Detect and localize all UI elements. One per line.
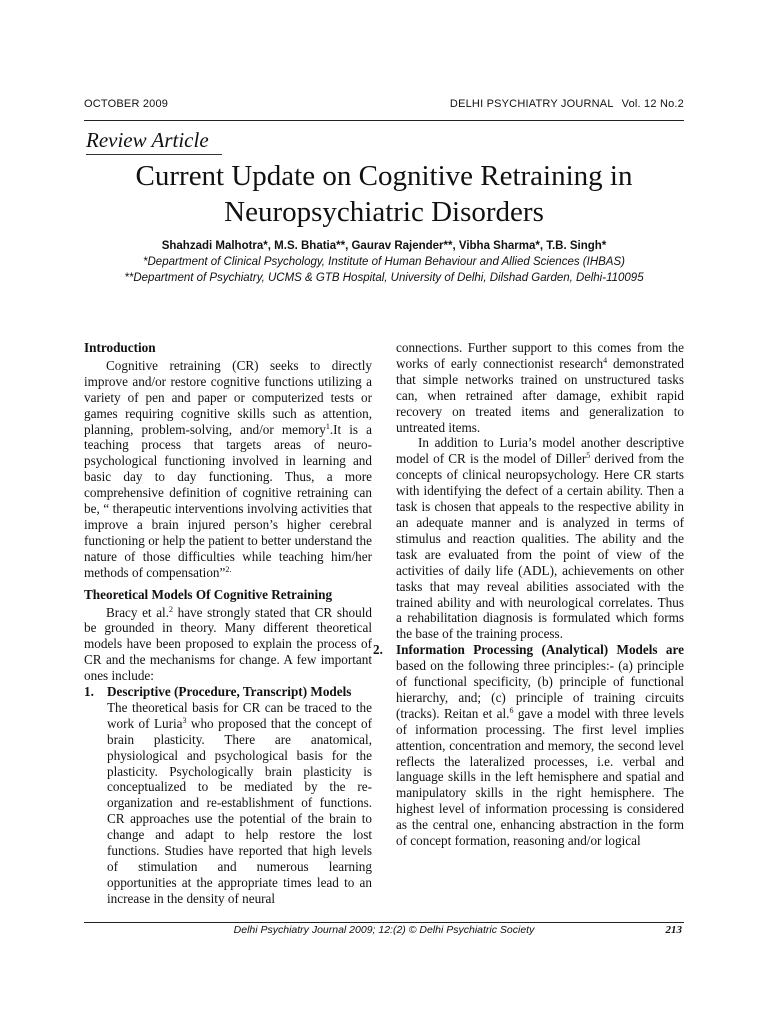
intro-text-a: Cognitive retraining (CR) seeks to directly improve and/or restore cognitive functions utilizing a variety of pen and paper or computerized tests or games requiring cognitive skills such as attention, planning, problem-solving, and/or memory: [84, 357, 372, 437]
list-item-1-heading: Descriptive (Procedure, Transcript) Models: [107, 684, 352, 700]
cont-text-b: demonstrated that simple networks trained on unstructured tasks can, when retrained after damage, exhibit rapid recovery on treated items and generalization to untreated items.: [396, 355, 684, 435]
citation-superscript: 2: [169, 604, 174, 614]
introduction-paragraph: [84, 358, 372, 581]
footer-citation: Delhi Psychiatry Journal 2009; 12:(2) © Delhi Psychiatric Society: [233, 924, 535, 936]
article-title: [84, 158, 684, 230]
item2-text-b: gave a model with three levels of information processing. The first level implies attention, concentration and memory, the second level reflects the lateralized processes, i.e. verbal and language skills in the left hemisphere and spatial and manipulatory skills in the right hemisphere. The highest level of information processing is considered as the central one, enhancing abstraction in the form of concept formation, reasoning and/or logical: [396, 705, 684, 849]
item2-text-a: based on the following three principles:- (a) principle of functional specificity, (b) principle of functional hierarchy, and; (c) principle of training circuits (tracks). Reitan et al.: [396, 658, 684, 721]
page-number: 213: [665, 924, 682, 936]
introduction-heading: Introduction: [84, 340, 156, 355]
diller-text-b: derived from the concepts of clinical neuropsychology. Here CR starts with identifying the defect of a certain ability. Then a task is chosen that appeals to the respective ability in an adequate manner and is analyzed in terms of stimulus and reaction qualities. The ability and the task are evaluated from the point of view of the activities of daily life (ADL), achievements on other tasks that may reveal abilities associated with the trained ability and with neurological correlates. Thus a rehabilitation diagnosis is formulated which forms the base of the training process.: [396, 451, 685, 642]
models-text-a: Bracy et al.: [106, 604, 170, 620]
list-number: 2.: [373, 642, 383, 658]
author-list: Shahzadi Malhotra*, M.S. Bhatia**, Gaurav Rajender**, Vibha Sharma*, T.B. Singh*: [161, 240, 607, 252]
diller-text-a: In addition to Luria’s model another descriptive model of CR is the model of Diller: [396, 435, 684, 467]
header-rule: [84, 120, 684, 121]
journal-name: DELHI PSYCHIATRY JOURNAL: [449, 98, 614, 110]
right-column: [373, 340, 685, 849]
item1-text-a: The theoretical basis for CR can be traced to the work of Luria: [107, 699, 372, 731]
intro-text-b: .It is a teaching process that targets areas of neuro-psychological functioning involved in learning and basic day to day functioning. Thus, a more comprehensive definition of cognitive retraining can be, “ therapeutic interventions involving activities that improve a brain injured person’s higher cerebral functioning or help the patient to better understand the nature of those difficulties while teaching him/her methods of compensation”: [84, 421, 372, 580]
citation-superscript: 3: [182, 715, 187, 725]
list-item-2: [373, 642, 684, 849]
citation-superscript: 6: [509, 705, 514, 715]
section-label-underline: [86, 154, 222, 155]
issue-date: OCTOBER 2009: [84, 98, 169, 110]
cont-text-a: connections. Further support to this comes from the works of early connectionist research: [396, 340, 684, 371]
journal-info: [450, 98, 684, 110]
citation-superscript: 4: [603, 355, 608, 365]
left-column: [84, 340, 372, 907]
citation-superscript: 5: [586, 451, 591, 461]
item1-text-b: who proposed that the concept of brain plasticity. There are anatomical, physiological and psychological basis for the plasticity. Psychologically brain plasticity is conceptualized to be mediated by the re-organization and re-establishment of functions. CR approaches use the potential of the brain to change and adapt to help restore the lost functions. Studies have reported that high levels of stimulation and numerous learning opportunities at the appropriate times lead to an increase in the density of neural: [107, 715, 372, 906]
list-item-2-heading: Information Processing (Analytical) Models are: [396, 642, 684, 658]
page-footer: [84, 924, 684, 940]
section-label: Review Article: [86, 128, 209, 152]
models-text-b: have strongly stated that CR should be grounded in theory. Many different theoretical models have been proposed to explain the process of CR and the mechanisms for change. A few important ones include:: [84, 604, 372, 684]
footer-rule: [84, 922, 684, 923]
title-line-2: Neuropsychiatric Disorders: [224, 196, 544, 228]
continuation-paragraph: [396, 340, 684, 435]
citation-superscript: 1: [325, 421, 330, 431]
list-item-1: [84, 684, 372, 907]
journal-volume: Vol. 12 No.2: [621, 98, 684, 110]
citation-superscript: 2.: [225, 564, 232, 574]
running-header: [84, 98, 684, 114]
models-heading: Theoretical Models Of Cognitive Retraining: [84, 586, 333, 602]
diller-paragraph: [396, 435, 684, 642]
list-item-1-body: [107, 700, 372, 907]
affiliation-1: *Department of Clinical Psychology, Institute of Human Behaviour and Allied Sciences (IHBAS): [143, 256, 625, 268]
affiliation-2: **Department of Psychiatry, UCMS & GTB Hospital, University of Delhi, Dilshad Garden, Delhi-110095: [124, 272, 644, 284]
list-number: 1.: [84, 684, 94, 700]
list-item-2-body: [396, 642, 684, 849]
models-paragraph: [84, 605, 372, 685]
title-line-1: Current Update on Cognitive Retraining in: [135, 160, 633, 192]
